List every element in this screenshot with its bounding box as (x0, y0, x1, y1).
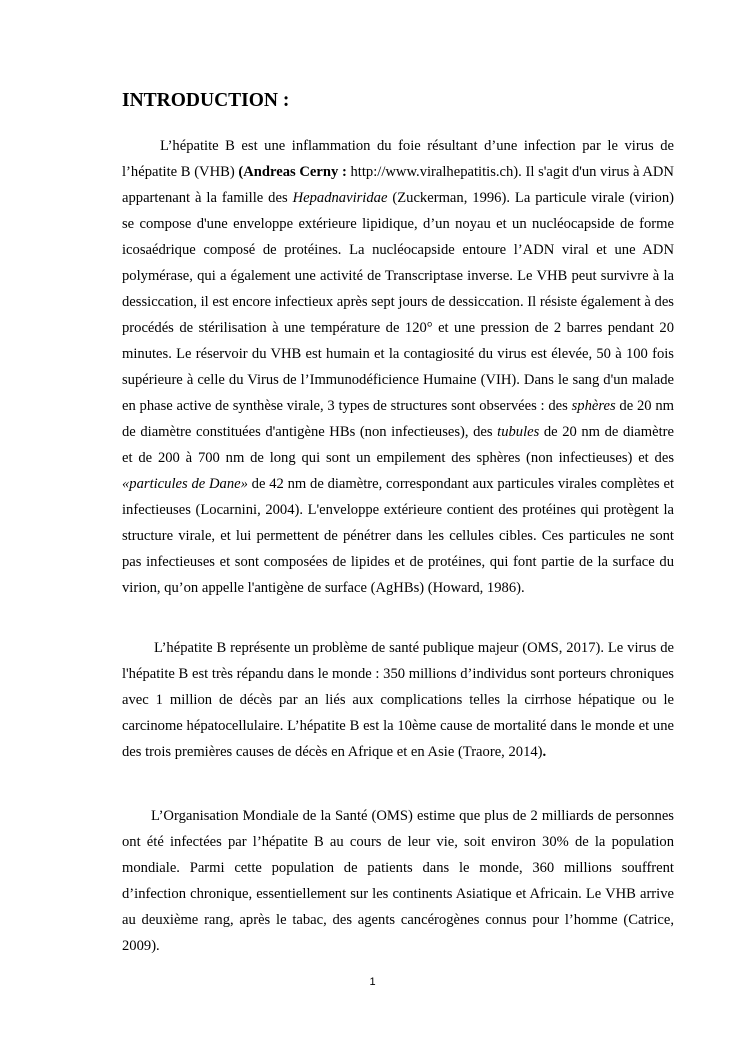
text-run: L’hépatite B est une inflammation du foie résultant d’une infection par le virus de l’hépatite B (VHB) (122, 138, 674, 180)
italic-term: tubules (497, 424, 540, 440)
text-run: de 20 nm de diamètre constituées d'antigène HBs (non infectieuses), des (122, 398, 675, 440)
text-run: (Zuckerman, 1996). La particule virale (virion) se compose d'une enveloppe extérieure lipidique, d’un noyau et un nucléocapside de forme icosaédrique composé de protéines. La nucléocapside entoure l’ADN viral et une ADN polymérase, qui a également une activité de Transcriptase inverse. Le VHB peut survivre à la dessiccation, il est encore infectieux après sept jours de dessiccation. Il résiste également à des procédés de stérilisation à une température de 120° et une pression de 2 barres pendant 20 minutes. Le réservoir du VHB est humain et la contagiosité du virus est élevée, 50 à 100 fois supérieure à celle du Virus de l’Immunodéficience Humaine (VIH). Dans le sang d'un malade en phase active de synthèse virale, 3 types de structures sont observées : des (122, 190, 674, 414)
page-number: 1 (369, 976, 376, 988)
italic-term: Hepadnaviridae (292, 190, 388, 206)
text-run: de 42 nm de diamètre, correspondant aux particules virales complètes et infectieuses (Locarnini, 2004). L'enveloppe extérieure contient des protéines qui protègent la structure virale, et lui permettent de pénétrer dans les cellules cibles. Ces particules ne sont pas infectieuses et sont composées de lipides et de protéines, qui font partie de la surface du virion, qu’on appelle l'antigène de surface (AgHBs) (Howard, 1986). (122, 476, 674, 596)
text-run: de 20 nm de diamètre et de 200 à 700 nm de long qui sont un empilement des sphères (non infectieuses) et des (122, 424, 674, 466)
italic-term: «particules de Dane» (122, 476, 248, 492)
author-citation: (Andreas Cerny : (238, 164, 347, 180)
text-run: L’hépatite B représente un problème de santé publique majeur (OMS, 2017). Le virus de l'hépatite B est très répandu dans le monde : 350 millions d’individus sont porteurs chroniques avec 1 million de décès par an liés aux complications telles la cirrhose hépatique ou le carcinome hépatocellulaire. L’hépatite B est la 10ème cause de mortalité dans le monde et une des trois premières causes de décès en Afrique et en Asie (Traore, 2014) (122, 640, 674, 760)
text-run: http://www.viralhepatitis.ch). Il s'agit d'un virus à ADN appartenant à la famille des (122, 164, 674, 206)
text-run-bold: . (542, 744, 547, 760)
paragraph-2 (122, 635, 674, 765)
italic-term: sphères (571, 398, 616, 414)
paragraph-3 (122, 803, 674, 959)
text-run: L’Organisation Mondiale de la Santé (OMS) estime que plus de 2 milliards de personnes ont été infectées par l’hépatite B au cours de leur vie, soit environ 30% de la population mondiale. Parmi cette population de patients dans le monde, 360 millions souffrent d’infection chronique, essentiellement sur les continents Asiatique et Africain. Le VHB arrive au deuxième rang, après le tabac, des agents cancérogènes connus pour l’homme (Catrice, 2009). (122, 808, 674, 954)
section-heading: INTRODUCTION : (122, 90, 290, 111)
paragraph-1 (122, 133, 674, 601)
